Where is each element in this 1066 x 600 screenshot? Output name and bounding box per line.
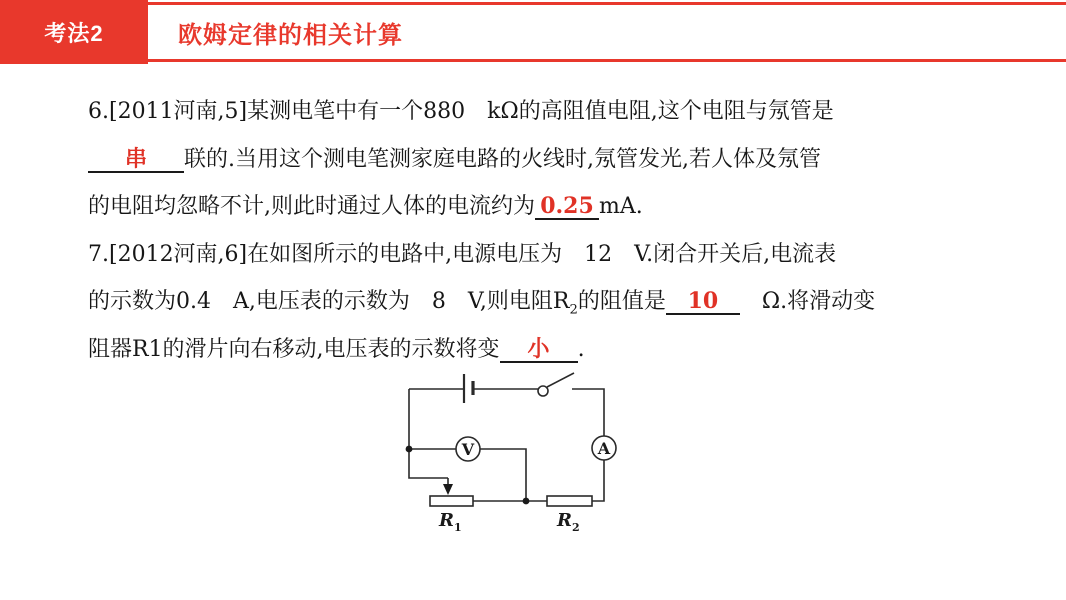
q6-line3-prefix: 的电阻均忽略不计,则此时通过人体的电流约为 <box>88 194 535 219</box>
q7-line3-prefix: 阻器R1的滑片向右移动,电压表的示数将变 <box>88 336 500 362</box>
r1-label: $R_1$ <box>439 510 462 534</box>
header-title-box <box>148 2 1066 62</box>
header-badge-block <box>0 0 148 64</box>
q7-line1-text: 7.[2012河南,6]在如图所示的电路中,电源电压为 12 V.闭合开关后,电流表 <box>88 241 837 267</box>
switch-lever-icon <box>547 373 574 387</box>
q6-line3-suffix: mA. <box>599 194 643 219</box>
q7-r2-subscript: 2 <box>569 302 578 318</box>
header-badge: 考法2 <box>44 20 104 46</box>
r2-label: $R_2$ <box>557 510 580 534</box>
junction-dot-bottom <box>523 498 530 505</box>
wire-top-right <box>572 389 604 436</box>
voltmeter-label: V <box>461 440 475 459</box>
slider-arrow-icon <box>443 484 453 495</box>
q6-line2-text: 联的.当用这个测电笔测家庭电路的火线时,氖管发光,若人体及氖管 <box>184 146 821 172</box>
switch-pivot-icon <box>538 386 548 396</box>
resistor-r2-icon <box>547 496 592 506</box>
q7-line2 <box>88 278 1018 326</box>
q7-blank-change-answer: 小 <box>500 338 578 363</box>
q6-blank-series-answer: 串 <box>88 148 184 173</box>
q6-line2 <box>88 136 1018 184</box>
q6-line1 <box>88 88 1018 136</box>
junction-dot-left <box>406 446 413 453</box>
q7-line1 <box>88 231 1018 279</box>
q7-line2-mid: 的阻值是 <box>577 289 666 314</box>
ammeter-label: A <box>597 439 611 458</box>
wire-voltmeter-right <box>480 449 526 501</box>
q7-line2-suffix: Ω.将滑动变 <box>739 289 876 314</box>
page-title: 欧姆定律的相关计算 <box>178 21 403 49</box>
wire-right-bottom <box>592 460 604 501</box>
q6-blank-current-answer: 0.25 <box>535 195 599 220</box>
questions-block <box>88 88 1018 373</box>
q6-line1-text: 6.[2011河南,5]某测电笔中有一个880 kΩ的高阻值电阻,这个电阻与氖管是 <box>88 99 834 124</box>
circuit-diagram <box>393 366 653 536</box>
q7-line3-suffix: . <box>577 336 585 362</box>
q7-blank-resistance-answer: 10 <box>666 290 740 315</box>
rheostat-r1-icon <box>430 496 473 506</box>
q7-line2-prefix: 的示数为0.4 A,电压表的示数为 8 V,则电阻R <box>88 289 570 314</box>
wire-left <box>409 389 448 478</box>
q6-line3 <box>88 183 1018 231</box>
